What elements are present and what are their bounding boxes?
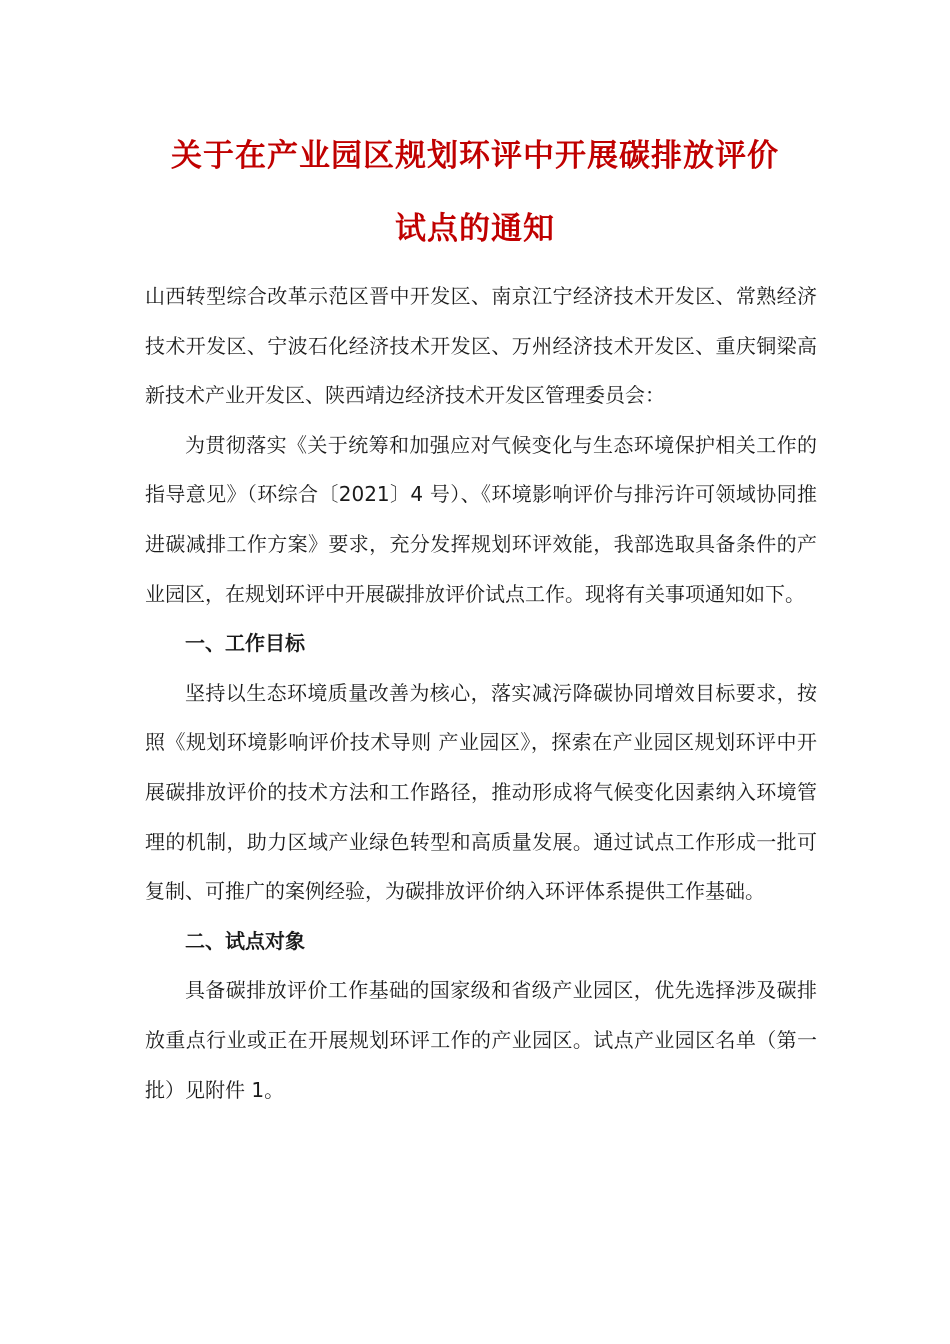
section-heading-pilot-targets: 二、试点对象 — [185, 928, 305, 953]
section-heading-goals: 一、工作目标 — [185, 631, 305, 656]
section-text-pilot-targets: 具备碳排放评价工作基础的国家级和省级产业园区，优先选择涉及碳排放重点行业或正在开展规划环评工作的产业园区。试点产业园区名单（第一批）见附件 1。 — [145, 978, 817, 1102]
addressee-paragraph: 山西转型综合改革示范区晋中开发区、南京江宁经济技术开发区、常熟经济技术开发区、宁波石化经济技术开发区、万州经济技术开发区、重庆铜梁高新技术产业开发区、陕西靖边经济技术开发区管理委员会： — [145, 284, 817, 408]
document-title-line-1: 关于在产业园区规划环评中开展碳排放评价 — [171, 138, 779, 174]
document-body — [145, 272, 817, 1115]
document-title-line-2: 试点的通知 — [395, 211, 555, 247]
intro-paragraph: 为贯彻落实《关于统筹和加强应对气候变化与生态环境保护相关工作的指导意见》（环综合〔2021〕4 号）、《环境影响评价与排污许可领域协同推进碳减排工作方案》要求，充分发挥规划环评效能，我部选取具备条件的产业园区，在规划环评中开展碳排放评价试点工作。现将有关事项通知如下。 — [145, 432, 817, 606]
section-text-goals: 坚持以生态环境质量改善为核心，落实减污降碳协同增效目标要求，按照《规划环境影响评价技术导则 产业园区》，探索在产业园区规划环评中开展碳排放评价的技术方法和工作路径，推动形成将气候变化因素纳入环境管理的机制，助力区域产业绿色转型和高质量发展。通过试点工作形成一批可复制、可推广的案例经验，为碳排放评价纳入环评体系提供工作基础。 — [145, 680, 817, 904]
